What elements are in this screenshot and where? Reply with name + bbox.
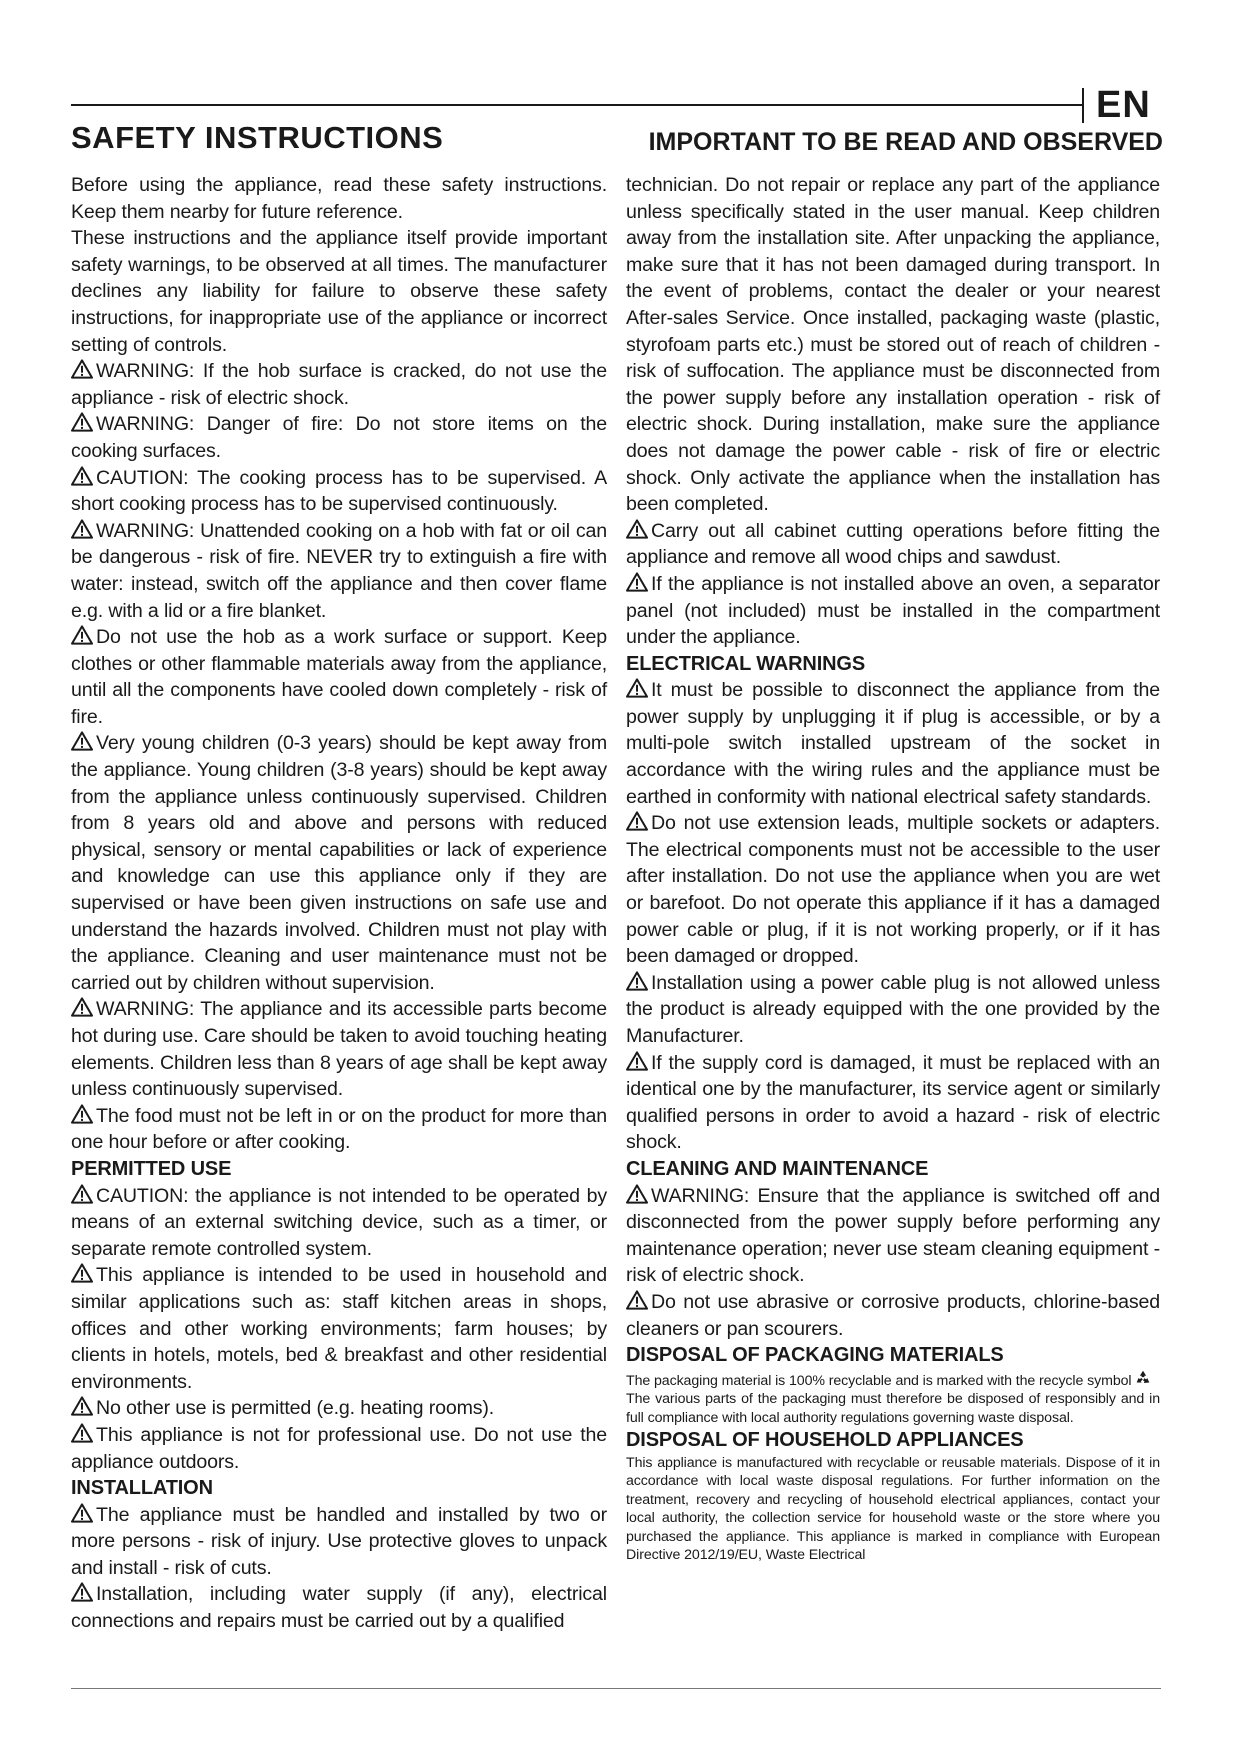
warning-item: Do not use extension leads, multiple sockets or adapters. The electrical components must not be accessible to the user after installation. Do not use the appliance when you are wet or barefoot. Do not operate this appliance if it has a damaged power cable or plug, if it is not working properly, or if it has been damaged or dropped. [626, 812, 1160, 968]
household-paragraph: This appliance is manufactured with recyclable or reusable materials. Dispose of it in accordance with local waste disposal regulations. For further information on the treatment, recovery and recycling of household electrical appliances, contact your local authority, the collection service for household waste or the store where you purchased the appliance. This appliance is marked in compliance with European Directive 2012/19/EU, Waste Electrical [626, 1454, 1160, 1564]
right-column [626, 172, 1160, 1565]
warning-item: The food must not be left in or on the product for more than one hour before or after cooking. [71, 1104, 607, 1154]
installation-paragraph: technician. Do not repair or replace any part of the appliance unless specifically stated in the user manual. Keep children away from the installation site. After unpacking the appliance, make sure that it has not been damaged during transport. In the event of problems, contact the dealer or your nearest After-sales Service. Once installed, packaging waste (plastic, styrofoam parts etc.) must be stored out of reach of children - risk of suffocation. The appliance must be disconnected from the power supply before any installation operation - risk of electric shock. During installation, make sure the appliance does not damage the power cable - risk of fire or electric shock. Only activate the appliance when the installation has been completed. [626, 174, 1160, 516]
section-heading-packaging: DISPOSAL OF PACKAGING MATERIALS [626, 1344, 1004, 1367]
warning-icon [71, 1423, 93, 1443]
warning-item: Installation using a power cable plug is not allowed unless the product is already equipped with the one provided by the Manufacturer. [626, 971, 1160, 1047]
warning-item: Do not use abrasive or corrosive products, chlorine-based cleaners or pan scourers. [626, 1290, 1160, 1340]
warning-item: The appliance must be handled and installed by two or more persons - risk of injury. Use protective gloves to unpack and install - risk of cuts. [71, 1503, 607, 1579]
warning-item: Carry out all cabinet cutting operations before fitting the appliance and remove all wood chips and sawdust. [626, 519, 1160, 569]
recycle-icon [1134, 1369, 1152, 1387]
language-code: EN [1096, 84, 1151, 126]
warning-icon [71, 359, 93, 379]
left-column [71, 172, 607, 1635]
warning-icon [71, 1582, 93, 1602]
header-tick [1082, 88, 1084, 123]
warning-icon [626, 1290, 648, 1310]
intro-paragraph-2: These instructions and the appliance itself provide important safety warnings, to be observed at all times. The manufacturer declines any liability for failure to observe these safety instructions, for inappropriate use of the appliance or incorrect setting of controls. [71, 227, 607, 356]
warning-icon [71, 519, 93, 539]
warning-item: WARNING: The appliance and its accessible parts become hot during use. Care should be taken to avoid touching heating elements. Children less than 8 years of age shall be kept away unless continuously supervised. [71, 998, 607, 1101]
warning-item: Installation, including water supply (if any), electrical connections and repairs must be carried out by a qualified [71, 1583, 607, 1633]
page-subtitle: IMPORTANT TO BE READ AND OBSERVED [648, 128, 1163, 156]
warning-icon [71, 625, 93, 645]
warning-icon [626, 572, 648, 592]
section-heading-permitted-use: PERMITTED USE [71, 1157, 232, 1180]
warning-item: CAUTION: The cooking process has to be supervised. A short cooking process has to be supervised continuously. [71, 466, 607, 516]
warning-item: This appliance is not for professional use. Do not use the appliance outdoors. [71, 1423, 607, 1473]
warning-icon [71, 466, 93, 486]
warning-item: It must be possible to disconnect the appliance from the power supply by unplugging it if plug is accessible, or by a multi-pole switch installed upstream of the socket in accordance with the wiring rules and the appliance must be earthed in conformity with national electrical safety standards. [626, 679, 1160, 808]
warning-icon [71, 1104, 93, 1124]
warning-icon [626, 1051, 648, 1071]
warning-item: If the supply cord is damaged, it must be replaced with an identical one by the manufacturer, its service agent or similarly qualified persons in order to avoid a hazard - risk of electric shock. [626, 1051, 1160, 1154]
warning-icon [71, 412, 93, 432]
header-rule [71, 104, 1083, 106]
warning-icon [71, 1503, 93, 1523]
warning-icon [71, 731, 93, 751]
warning-item: No other use is permitted (e.g. heating rooms). [71, 1395, 607, 1422]
warning-icon [71, 1184, 93, 1204]
warning-item: WARNING: Unattended cooking on a hob with fat or oil can be dangerous - risk of fire. NEVER try to extinguish a fire with water: instead, switch off the appliance and then cover flame e.g. with a lid or a fire blanket. [71, 519, 607, 622]
intro-paragraph: Before using the appliance, read these safety instructions. Keep them nearby for future reference. [71, 174, 607, 223]
warning-item: WARNING: Ensure that the appliance is switched off and disconnected from the power supply before performing any maintenance operation; never use steam cleaning equipment - risk of electric shock. [626, 1184, 1160, 1287]
warning-item: CAUTION: the appliance is not intended to be operated by means of an external switching device, such as a timer, or separate remote controlled system. [71, 1184, 607, 1260]
section-heading-household: DISPOSAL OF HOUSEHOLD APPLIANCES [626, 1429, 1024, 1452]
warning-icon [71, 1396, 93, 1416]
page-title: SAFETY INSTRUCTIONS [71, 120, 444, 155]
warning-icon [71, 1263, 93, 1283]
warning-item: If the appliance is not installed above an oven, a separator panel (not included) must be installed in the compartment under the appliance. [626, 572, 1160, 649]
packaging-paragraph: The packaging material is 100% recyclable and is marked with the recycle symbol [626, 1369, 1160, 1391]
warning-icon [626, 519, 648, 539]
warning-icon [626, 1184, 648, 1204]
warning-icon [626, 811, 648, 831]
section-heading-cleaning: CLEANING AND MAINTENANCE [626, 1157, 929, 1180]
footer-rule [71, 1688, 1161, 1689]
warning-item: This appliance is intended to be used in household and similar applications such as: staff kitchen areas in shops, offices and other working environments; farm houses; by clients in hotels, motels, bed & breakfast and other residential environments. [71, 1264, 607, 1393]
section-heading-electrical: ELECTRICAL WARNINGS [626, 652, 866, 675]
warning-item: Very young children (0-3 years) should be kept away from the appliance. Young children (3-8 years) should be kept away from the appliance unless continuously supervised. Children from 8 years old and above and persons with reduced physical, sensory or mental capabilities or lack of experience and knowledge can use this appliance only if they are supervised or have been given instructions on safe use and understand the hazards involved. Children must not play with the appliance. Cleaning and user maintenance must not be carried out by children without supervision. [71, 732, 607, 994]
warning-item: Do not use the hob as a work surface or support. Keep clothes or other flammable materials away from the appliance, until all the components have cooled down completely - risk of fire. [71, 626, 607, 728]
warning-icon [626, 971, 648, 991]
warning-item: WARNING: Danger of fire: Do not store items on the cooking surfaces. [71, 413, 607, 462]
section-heading-installation: INSTALLATION [71, 1477, 213, 1500]
packaging-paragraph-2: The various parts of the packaging must therefore be disposed of responsibly and in full compliance with local authority regulations governing waste disposal. [626, 1391, 1160, 1426]
warning-item: WARNING: If the hob surface is cracked, do not use the appliance - risk of electric shock. [71, 360, 607, 409]
warning-icon [626, 678, 648, 698]
warning-icon [71, 997, 93, 1017]
